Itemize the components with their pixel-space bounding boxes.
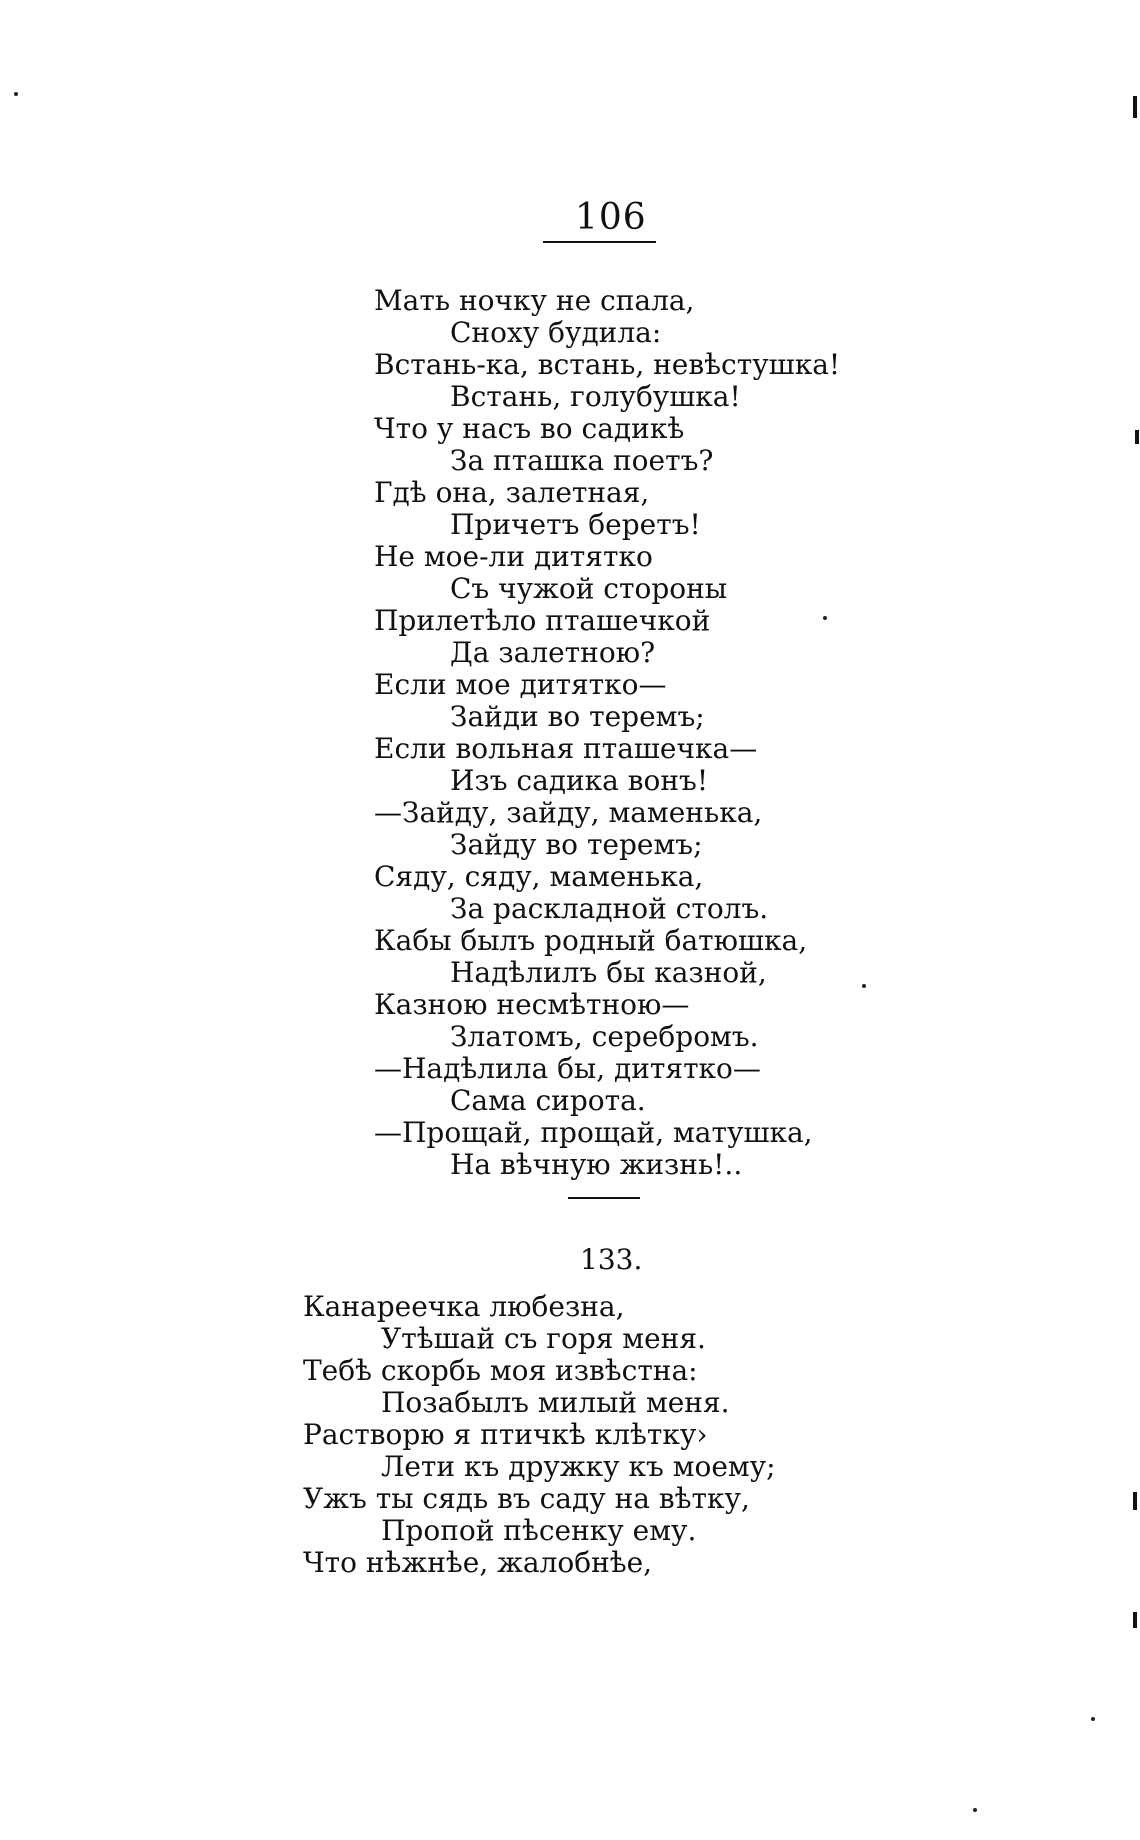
scan-edge-mark: [1133, 1612, 1137, 1628]
poem-line: Встань-ка, встань, невѣстушка!: [374, 348, 841, 381]
scan-edge-mark: [1135, 430, 1139, 444]
poem-line: Надѣлилъ бы казной,: [450, 956, 767, 989]
poem-line: Что нѣжнѣе, жалобнѣе,: [303, 1546, 653, 1579]
poem-line: Мать ночку не спала,: [374, 284, 695, 317]
poem-line: Позабылъ милый меня.: [381, 1386, 730, 1419]
poem-line: Утѣшай съ горя меня.: [381, 1322, 706, 1355]
poem-line: Съ чужой стороны: [450, 572, 728, 605]
poem-number: 133.: [580, 1243, 643, 1276]
poem-line: Зайди во теремъ;: [450, 700, 705, 733]
poem-line: Сяду, сяду, маменька,: [374, 860, 704, 893]
poem-line: За пташка поетъ?: [450, 444, 714, 477]
scan-speck: [862, 984, 866, 988]
poem-line: Растворю я птичкѣ клѣтку›: [303, 1418, 708, 1451]
poem-line: Ужъ ты сядь въ саду на вѣтку,: [303, 1482, 750, 1515]
poem-line: Встань, голубушка!: [450, 380, 741, 413]
poem-line: Изъ садика вонъ!: [450, 764, 709, 797]
poem-line: За раскладной столъ.: [450, 892, 769, 925]
poem-2: [303, 1291, 776, 1579]
poem-line: Не мое-ли дитятко: [374, 540, 653, 573]
section-divider: [568, 1197, 640, 1199]
poem-line: Пропой пѣсенку ему.: [381, 1514, 697, 1547]
poem-line: На вѣчную жизнь!..: [450, 1148, 743, 1181]
poem-line: —Надѣлила бы, дитятко—: [374, 1052, 761, 1085]
poem-line: Если вольная пташечка—: [374, 732, 758, 765]
poem-line: Что у насъ во садикѣ: [374, 412, 685, 445]
poem-line: Златомъ, серебромъ.: [450, 1020, 759, 1053]
poem-line: Сноху будила:: [450, 316, 662, 349]
poem-line: Тебѣ скорбь моя извѣстна:: [303, 1354, 698, 1387]
poem-line: Казною несмѣтною—: [374, 988, 690, 1021]
scan-edge-mark: [1133, 96, 1137, 118]
poem-line: Причетъ беретъ!: [450, 508, 701, 541]
poem-line: Кабы былъ родный батюшка,: [374, 924, 808, 957]
scan-speck: [1091, 1717, 1095, 1721]
poem-line: Прилетѣло пташечкой: [374, 604, 711, 637]
poem-line: Канареечка любезна,: [303, 1290, 625, 1323]
poem-1: [374, 285, 840, 1181]
poem-line: —Зайду, зайду, маменька,: [374, 796, 763, 829]
scan-edge-mark: [1133, 1492, 1137, 1510]
poem-line: Зайду во теремъ;: [450, 828, 703, 861]
poem-line: Лети къ дружку къ моему;: [381, 1450, 776, 1483]
poem-line: Если мое дитятко—: [374, 668, 667, 701]
page-number: 106: [575, 197, 647, 238]
header-rule: [543, 241, 656, 243]
poem-line: Да залетною?: [450, 636, 656, 669]
poem-line: Сама сирота.: [450, 1084, 646, 1117]
scan-speck: [823, 616, 827, 620]
poem-line: —Прощай, прощай, матушка,: [374, 1116, 813, 1149]
scan-speck: [973, 1808, 977, 1812]
poem-line: Гдѣ она, залетная,: [374, 476, 650, 509]
scan-speck: [14, 92, 18, 96]
